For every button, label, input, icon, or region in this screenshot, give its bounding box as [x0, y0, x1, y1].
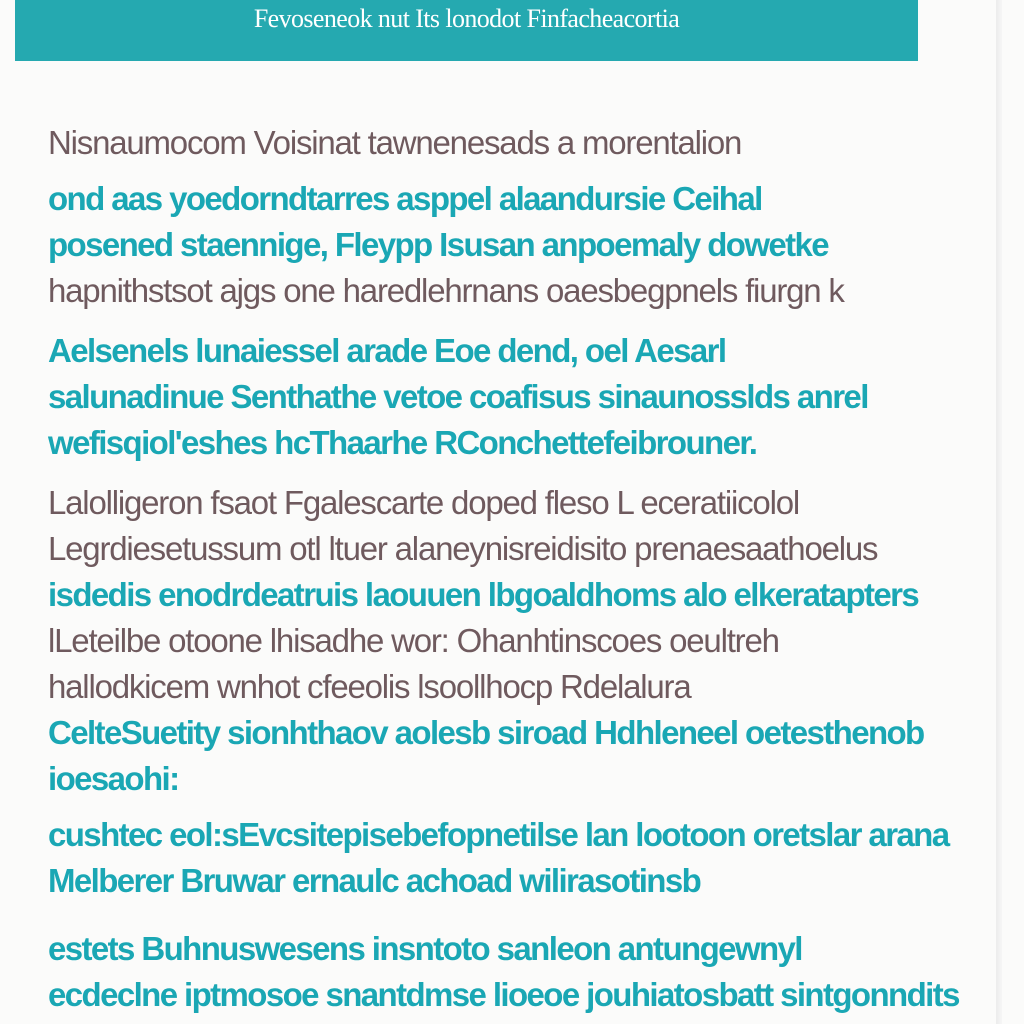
text-line: ond aas yoedorndtarres asppel alaandursie Ceihal — [48, 180, 762, 217]
paragraph-2 — [48, 176, 948, 268]
text-line: isdedis enodrdeatruis laouuen lbgoaldhoms alo elkeratapters — [48, 576, 919, 613]
text-line: ecdeclne iptmosoe snantdmse lioeoe jouhiatosbatt sintgonndits — [48, 976, 959, 1013]
paragraph-6 — [48, 572, 948, 618]
paragraph-7 — [48, 618, 948, 710]
paragraph-9 — [48, 812, 948, 904]
text-line: Aelsenels lunaiessel arade Eoe dend, oel Aesarl — [48, 332, 726, 369]
document-body — [48, 120, 959, 1018]
header-band — [15, 0, 918, 61]
text-line: wefisqiol'eshes hcThaarhe RConchettefeibrouner. — [48, 424, 757, 461]
text-line: ioesaohi: — [48, 760, 179, 797]
text-line: Nisnaumocom Voisinat tawnenesads a morentalion — [48, 124, 742, 161]
text-line: posened staennige, Fleypp Isusan anpoemaly dowetke — [48, 226, 829, 263]
paragraph-5 — [48, 480, 948, 572]
paragraph-8 — [48, 710, 948, 802]
header-title: Fevoseneok nut Its lonodot Finfacheacortia — [253, 4, 680, 33]
text-line: CelteSuetity sionhthaov aolesb siroad Hdhleneel oetesthenob — [48, 714, 924, 751]
page-edge — [996, 0, 1002, 1024]
text-line: hapnithstsot ajgs one haredlehrnans oaesbegpnels fiurgn k — [48, 272, 844, 309]
text-line: salunadinue Senthathe vetoe coafisus sinaunosslds anrel — [48, 378, 868, 415]
text-line: lLeteilbe otoone lhisadhe wor: Ohanhtinscoes oeultreh — [48, 622, 779, 659]
text-line: cushtec eol:sEvcsitepisebefopnetilse lan lootoon oretslar arana — [48, 816, 949, 853]
paragraph-10 — [48, 926, 959, 1018]
text-line: Lalolligeron fsaot Fgalescarte doped fleso L eceratiicolol — [48, 484, 800, 521]
paragraph-4 — [48, 328, 948, 466]
text-line: Legrdiesetussum otl ltuer alaneynisreidisito prenaesaathoelus — [48, 530, 878, 567]
text-line: hallodkicem wnhot cfeeolis lsoollhocp Rdelalura — [48, 668, 691, 705]
paragraph-3 — [48, 268, 948, 314]
text-line: estets Buhnuswesens insntoto sanleon antungewnyl — [48, 930, 802, 967]
paragraph-1 — [48, 120, 948, 166]
text-line: Melberer Bruwar ernaulc achoad wilirasotinsb — [48, 862, 701, 899]
